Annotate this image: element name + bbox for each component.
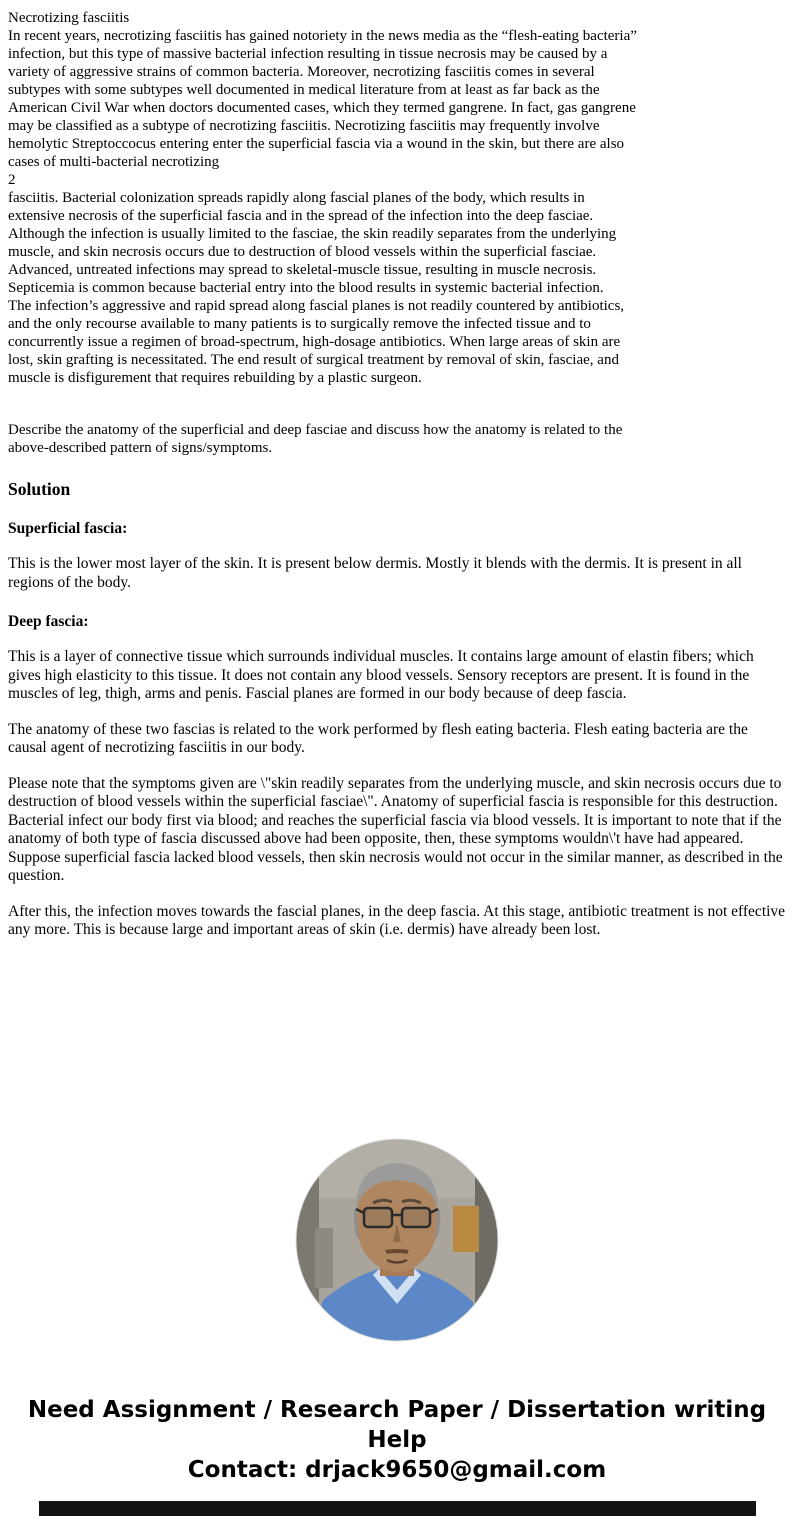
page-number: 2 [8,172,16,188]
tutor-avatar [295,1138,499,1342]
bottom-bar [39,1501,756,1516]
solution-heading: Solution [8,479,71,499]
solution-paragraph-1: The anatomy of these two fascias is related to the work performed by flesh eating bacteria. Flesh eating bacteria are the causal agent of necrotizing fasciitis in our body. [8,720,748,756]
solution-paragraph-2: Please note that the symptoms given are \"skin readily separates from the underlying muscle, and skin necrosis occurs due to destruction of blood vessels within the superficial fasciae\". Anatomy of superficial fascia is responsible for this destruction. Bacterial infect our body first via blood; and reaches the superficial fascia via blood vessels. It is important to note that if the anatomy of both type of fascia discussed above had been opposite, then, these symptoms wouldn\'t have had appeared. Suppose superficial fascia lacked blood vessels, then skin necrosis would not occur in the similar manner, as described in the question. [8,774,783,884]
superficial-fascia-heading: Superficial fascia: [8,520,128,537]
superficial-fascia-body: This is the lower most layer of the skin. It is present below dermis. Mostly it blends with the dermis. It is present in all regions of the body. [8,555,742,591]
article-title: Necrotizing fasciitis [8,10,130,26]
deep-fascia-body: This is a layer of connective tissue which surrounds individual muscles. It contains large amount of elastin fibers; which gives high elasticity to this tissue. It does not contain any blood vessels. Sensory receptors are present. It is found in the muscles of leg, thigh, arms and penis. Fascial planes are formed in our body because of deep fascia. [8,648,754,702]
deep-fascia-heading: Deep fascia: [8,613,89,630]
question-text: Describe the anatomy of the superficial and deep fasciae and discuss how the anatomy is related to the above-described pattern of signs/symptoms. [8,422,623,456]
article-intro-block [8,9,640,457]
intro-paragraph-3: The infection’s aggressive and rapid spread along fascial planes is not readily countered by antibiotics, and the only recourse available to many patients is to surgically remove the infected tissue and to concurrently issue a regimen of broad-spectrum, high-dosage antibiotics. When large areas of skin are lost, skin grafting is necessitated. The end result of surgical treatment by removal of skin, fasciae, and muscle is disfigurement that requires rebuilding by a plastic surgeon. [8,298,625,386]
solution-paragraph-3: After this, the infection moves towards the fascial planes, in the deep fascia. At this stage, antibiotic treatment is not effective any more. This is because large and important areas of skin (i.e. dermis) have already been lost. [8,902,786,938]
solution-block [8,479,786,940]
tutor-avatar-container [8,1138,786,1347]
help-banner-text: Need Assignment / Research Paper / Dissertation writing Help [27,1396,767,1453]
contact-email-text: Contact: drjack9650@gmail.com [187,1456,607,1483]
intro-paragraph-1: In recent years, necrotizing fasciitis has gained notoriety in the news media as the “flesh-eating bacteria” infection, but this type of massive bacterial infection resulting in tissue necrosis may be caused by a variety of aggressive strains of common bacteria. Moreover, necrotizing fasciitis comes in several subtypes with some subtypes well documented in medical literature from at least as far back as the American Civil War when doctors documented cases, which they termed gangrene. In fact, gas gangrene may be classified as a subtype of necrotizing fasciitis. Necrotizing fasciitis may frequently involve hemolytic Streptoccocus entering enter the superficial fascia via a wound in the skin, but there are also cases of multi-bacterial necrotizing [8,28,637,170]
intro-paragraph-2: fasciitis. Bacterial colonization spreads rapidly along fascial planes of the body, which results in extensive necrosis of the superficial fascia and in the spread of the infection into the deep fasciae. Although the infection is usually limited to the fasciae, the skin readily separates from the underlying muscle, and skin necrosis occurs due to destruction of blood vessels within the superficial fasciae. Advanced, untreated infections may spread to skeletal-muscle tissue, resulting in muscle necrosis. Septicemia is common because bacterial entry into the blood results in systemic bacterial infection. [8,190,617,296]
footer-banner [25,1395,769,1485]
